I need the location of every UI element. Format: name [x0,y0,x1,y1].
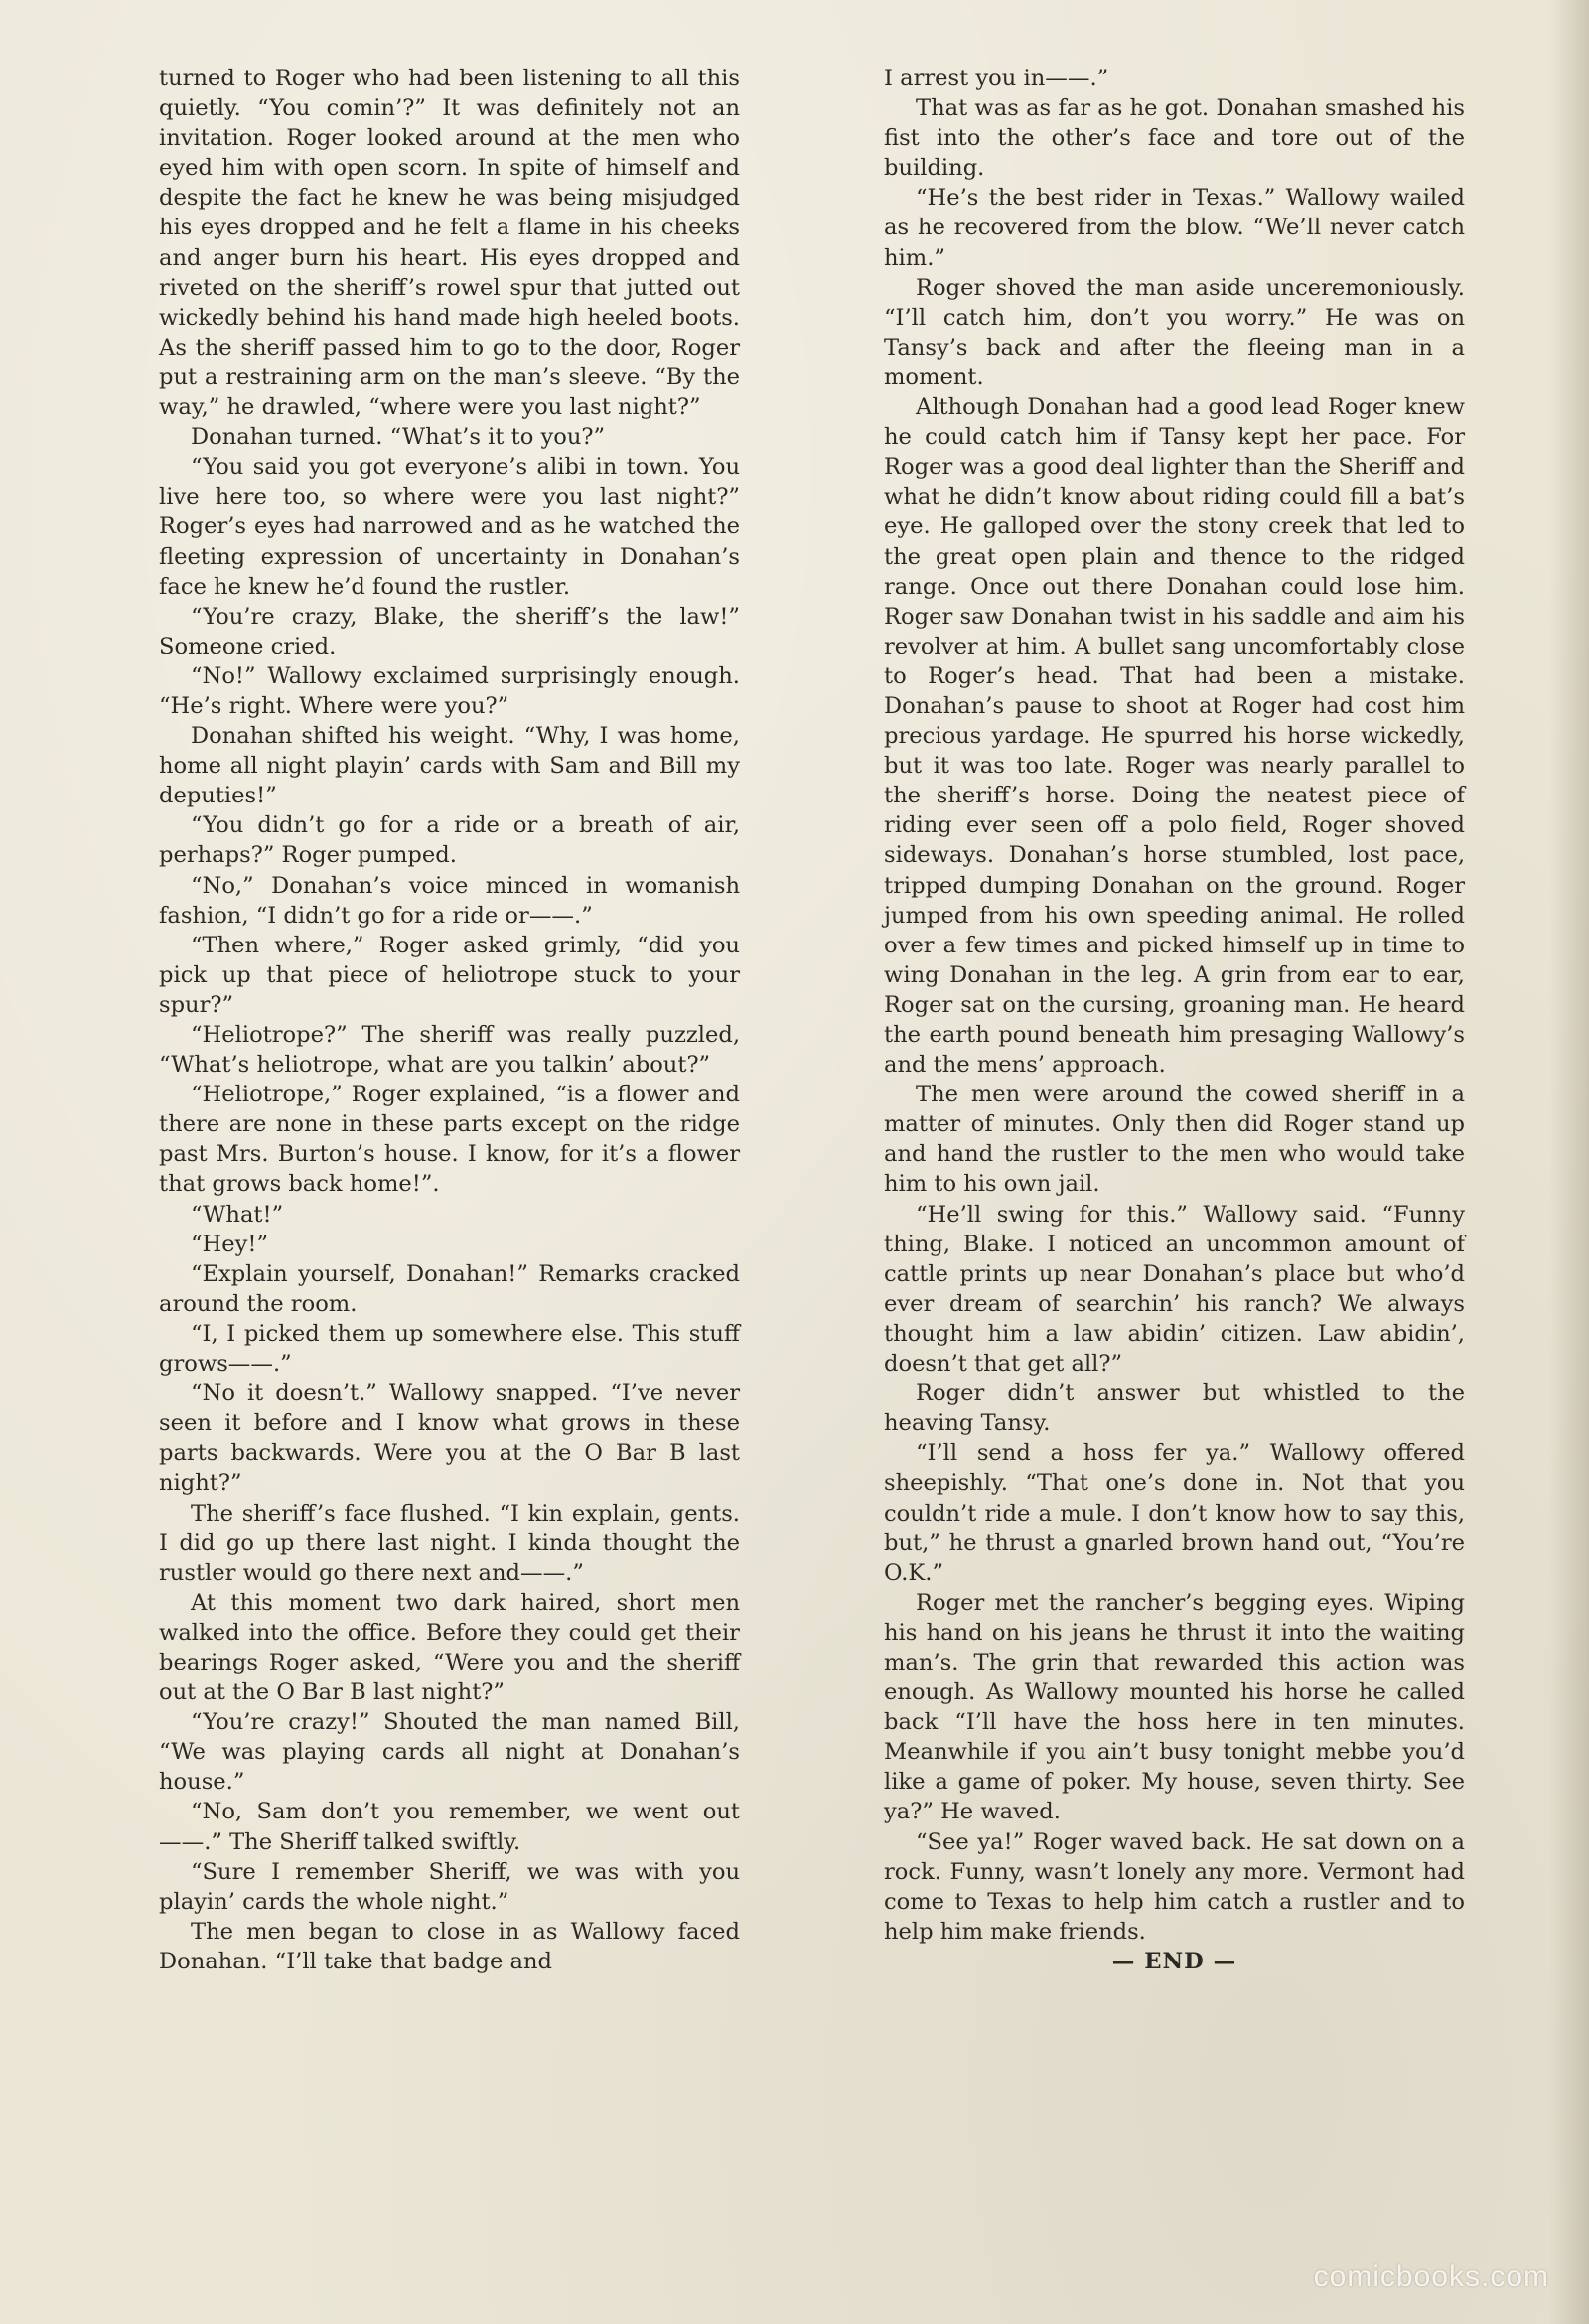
paragraph: “You’re crazy!” Shouted the man named Bill, “We was playing cards all night at Donahan’s house.” [159,1709,740,1796]
paragraph: Although Donahan had a good lead Roger knew he could catch him if Tansy kept her pace. For Roger was a good deal lighter than the Sheriff and what he didn’t know about riding could fill a bat’s eye. He galloped over the stony creek that led to the great open plain and thence to the ridged range. Once out there Donahan could lose him. Roger saw Donahan twist in his saddle and aim his revolver at him. A bullet sang uncomfortably close to Roger’s head. That had been a mistake. Donahan’s pause to shoot at Roger had cost him precious yardage. He spurred his horse wickedly, but it was too late. Roger was nearly parallel to the sheriff’s horse. Doing the neatest piece of riding ever seen off a polo field, Roger shoved sideways. Donahan’s horse stumbled, lost pace, tripped dumping Donahan on the ground. Roger jumped from his own speeding animal. He rolled over a few times and picked himself up in time to wing Donahan in the leg. A grin from ear to ear, Roger sat on the cursing, groaning man. He heard the earth pound beneath him presaging Wallowy’s and the mens’ approach. [884,394,1465,1079]
paragraph: At this moment two dark haired, short men walked into the office. Before they could get their bearings Roger asked, “Were you and the sheriff out at the O Bar B last night?” [159,1589,740,1706]
paragraph: turned to Roger who had been listening to all this quietly. “You comin’?” It was definitely not an invitation. Roger looked around at the men who eyed him with open scorn. In spite of himself and despite the fact he knew he was being misjudged his eyes dropped and he felt a flame in his cheeks and anger burn his heart. His eyes dropped and riveted on the sheriff’s rowel spur that jutted out wickedly behind his hand made high heeled boots. As the sheriff passed him to go to the door, Roger put a restraining arm on the man’s sleeve. “By the way,” he drawled, “where were you last night?” [159,66,740,421]
page-edge-shadow [1549,0,1589,2324]
paragraph: “No,” Donahan’s voice minced in womanish fashion, “I didn’t go for a ride or——.” [159,872,740,929]
right-text-column [884,64,1465,1976]
paragraph: “I, I picked them up somewhere else. This stuff grows——.” [159,1320,740,1378]
paragraph: That was as far as he got. Donahan smashed his fist into the other’s face and tore out of the building. [884,95,1465,182]
paragraph: “Heliotrope?” The sheriff was really puzzled, “What’s heliotrope, what are you talkin’ about?” [159,1022,740,1079]
paragraph: “Sure I remember Sheriff, we was with you playin’ cards the whole night.” [159,1858,740,1915]
left-text-column [159,64,740,1976]
paragraph: Roger didn’t answer but whistled to the heaving Tansy. [884,1380,1465,1437]
paragraph: “Heliotrope,” Roger explained, “is a flower and there are none in these parts except on the ridge past Mrs. Burton’s house. I know, for it’s a flower that grows back home!”. [159,1082,740,1198]
paragraph: I arrest you in——.” [884,66,1109,91]
end-mark: — END — [1111,1948,1237,1974]
paragraph: The men were around the cowed sheriff in a matter of minutes. Only then did Roger stand up and hand the rustler to the men who would take him to his own jail. [884,1082,1465,1198]
paragraph: “You didn’t go for a ride or a breath of air, perhaps?” Roger pumped. [159,812,740,869]
paragraph: “Hey!” [191,1231,269,1257]
paragraph: Roger met the rancher’s begging eyes. Wiping his hand on his jeans he thrust it into the waiting man’s. The grin that rewarded this action was enough. As Wallowy mounted his horse he called back “I’ll have the hoss here in ten minutes. Meanwhile if you ain’t busy tonight mebbe you’d like a game of poker. My house, seven thirty. See ya?” He waved. [884,1589,1465,1825]
paragraph: “No!” Wallowy exclaimed surprisingly enough. “He’s right. Where were you?” [159,662,740,719]
paragraph: “I’ll send a hoss fer ya.” Wallowy offered sheepishly. “That one’s done in. Not that you couldn’t ride a mule. I don’t know how to say this, but,” he thrust a gnarled brown hand out, “You’re O.K.” [884,1440,1465,1586]
paragraph: “Explain yourself, Donahan!” Remarks cracked around the room. [159,1260,740,1317]
paragraph: “No, Sam don’t you remember, we went out——.” The Sheriff talked swiftly. [159,1799,740,1855]
paragraph: Donahan turned. “What’s it to you?” [191,424,606,451]
watermark: comicbooks.com [1313,2260,1549,2293]
paragraph: “He’ll swing for this.” Wallowy said. “Funny thing, Blake. I noticed an uncommon amount of cattle prints up near Donahan’s place but who’d ever dream of searchin’ his ranch? We always thought him a law abidin’ citizen. Law abidin’, doesn’t that get all?” [884,1201,1465,1378]
paragraph: The men began to close in as Wallowy faced Donahan. “I’ll take that badge and [159,1918,740,1974]
paragraph: “No it doesn’t.” Wallowy snapped. “I’ve never seen it before and I know what grows in these parts backwards. Were you at the O Bar B last night?” [159,1380,740,1497]
paragraph: The sheriff’s face flushed. “I kin explain, gents. I did go up there last night. I kinda thought the rustler would go there next and——.” [159,1500,740,1586]
paragraph: “What!” [191,1201,284,1228]
paragraph: “He’s the best rider in Texas.” Wallowy wailed as he recovered from the blow. “We’ll never catch him.” [884,185,1465,271]
paragraph: Roger shoved the man aside unceremoniously. “I’ll catch him, don’t you worry.” He was on Tansy’s back and after the fleeing man in a moment. [884,274,1465,390]
paragraph: Donahan shifted his weight. “Why, I was home, home all night playin’ cards with Sam and Bill my deputies!” [159,723,740,809]
paragraph: “You said you got everyone’s alibi in town. You live here too, so where were you last night?” Roger’s eyes had narrowed and as he watched the fleeting expression of uncertainty in Donahan’s face he knew he’d found the rustler. [159,454,740,600]
paragraph: “Then where,” Roger asked grimly, “did you pick up that piece of heliotrope stuck to your spur?” [159,932,740,1018]
paragraph: “See ya!” Roger waved back. He sat down on a rock. Funny, wasn’t lonely any more. Vermont had come to Texas to help him catch a rustler and to help him make friends. [884,1828,1465,1945]
paragraph: “You’re crazy, Blake, the sheriff’s the law!” Someone cried. [159,603,740,659]
